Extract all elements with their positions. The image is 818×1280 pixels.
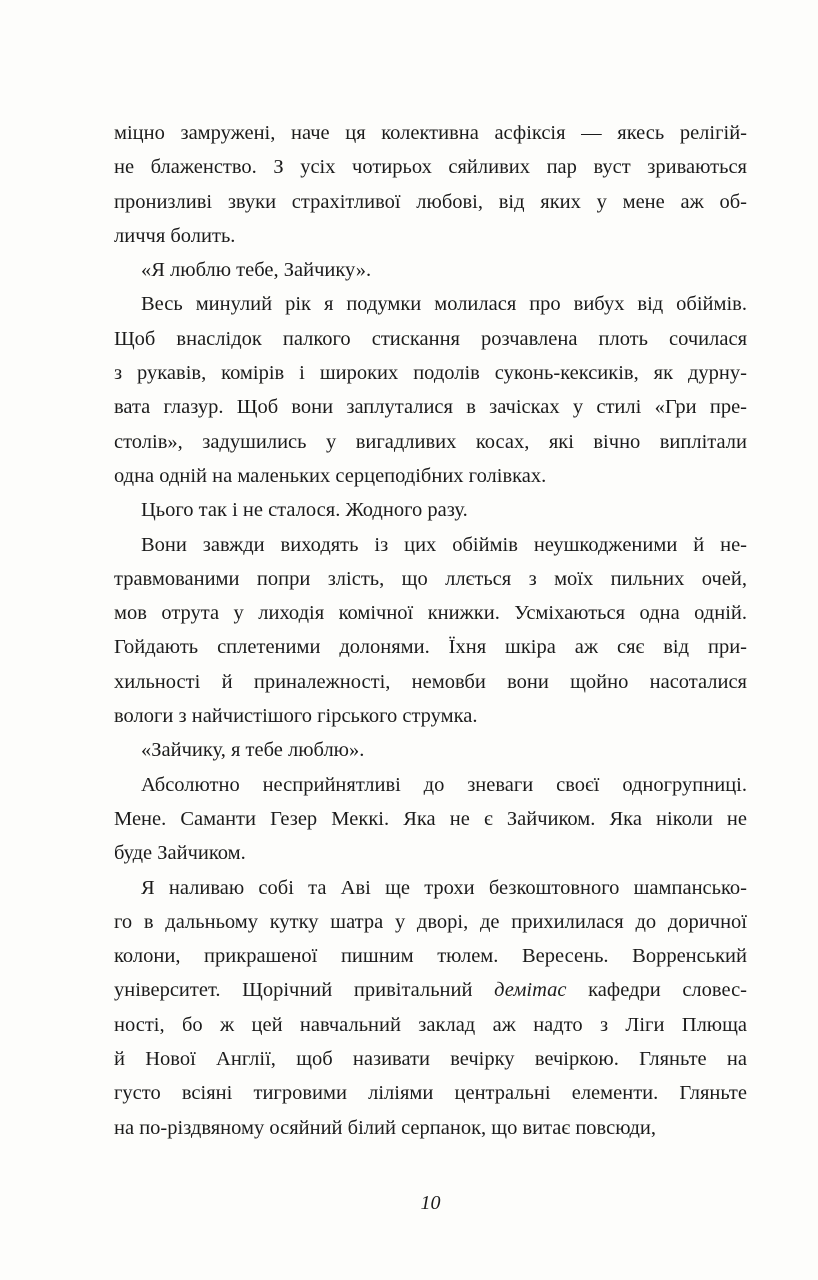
text-line: Цього так і не сталося. Жодного разу. (141, 499, 468, 522)
text-line: пронизливі звуки страхітливої любові, від яких у мене аж об- (114, 190, 747, 213)
text-line: університет. Щорічний привітальний демітас кафедри словес- (114, 979, 747, 1002)
text-line: вата глазур. Щоб вони заплуталися в зачісках у стилі «Гри пре- (114, 396, 747, 419)
italic-text: демітас (494, 979, 567, 1002)
paragraph (114, 493, 747, 527)
text-line: личчя болить. (114, 224, 236, 247)
text-line: Мене. Саманти Гезер Меккі. Яка не є Зайчиком. Яка ніколи не (114, 807, 747, 830)
text-line: травмованими попри злість, що ллється з моїх пильних очей, (114, 567, 747, 590)
text-line: густо всіяні тигровими ліліями центральні елементи. Гляньте (114, 1082, 747, 1105)
text-line: хильності й приналежності, немовби вони щойно насоталися (114, 670, 747, 693)
page-number: 10 (420, 1192, 441, 1214)
paragraph (114, 116, 747, 253)
text-line: Вони завжди виходять із цих обіймів неушкодженими й не- (141, 533, 747, 556)
text-line: буде Зайчиком. (114, 842, 246, 865)
text-line: «Зайчику, я тебе люблю». (141, 739, 365, 762)
text-line: міцно замружені, наче ця колективна асфіксія — якесь релігій- (114, 122, 747, 144)
paragraph (114, 528, 747, 734)
page-text (114, 116, 747, 1145)
text-line: й Нової Англії, щоб називати вечірку вечіркою. Гляньте на (114, 1048, 747, 1071)
paragraph (114, 253, 747, 287)
text-line: одна одній на маленьких серцеподібних голівках. (114, 464, 547, 487)
text-line: «Я люблю тебе, Зайчику». (141, 259, 372, 282)
text-line: Щоб внаслідок палкого стискання розчавлена плоть сочилася (114, 327, 747, 350)
text-line: вологи з найчистішого гірського струмка. (114, 705, 478, 728)
text-line: го в дальньому кутку шатра у дворі, де прихилилася до доричної (114, 910, 747, 933)
text-line: не блаженство. З усіх чотирьох сяйливих пар вуст зриваються (114, 156, 747, 179)
paragraph (114, 768, 747, 871)
text-line: Весь минулий рік я подумки молилася про вибух від обіймів. (141, 293, 747, 316)
paragraph (114, 733, 747, 767)
text-line: Абсолютно несприйнятливі до зневаги своєї одногрупниці. (141, 773, 747, 796)
text-line: на по-різдвяному осяйний білий серпанок, що витає повсюди, (114, 1116, 656, 1139)
text-line: столів», задушились у вигадливих косах, які вічно виплітали (114, 430, 747, 453)
text-line: з рукавів, комірів і широких подолів суконь-кексиків, як дурну- (114, 362, 747, 385)
paragraph (114, 287, 747, 493)
text-line: колони, прикрашеної пишним тюлем. Вересень. Ворренський (114, 945, 747, 968)
text-line: мов отрута у лиходія комічної книжки. Усміхаються одна одній. (114, 602, 747, 625)
text-line: Я наливаю собі та Аві ще трохи безкоштовного шампансько- (141, 876, 747, 899)
text-line: Гойдають сплетеними долонями. Їхня шкіра аж сяє від при- (114, 636, 747, 659)
text-line: ності, бо ж цей навчальний заклад аж надто з Ліги Плюща (114, 1013, 747, 1036)
paragraph (114, 871, 747, 1145)
